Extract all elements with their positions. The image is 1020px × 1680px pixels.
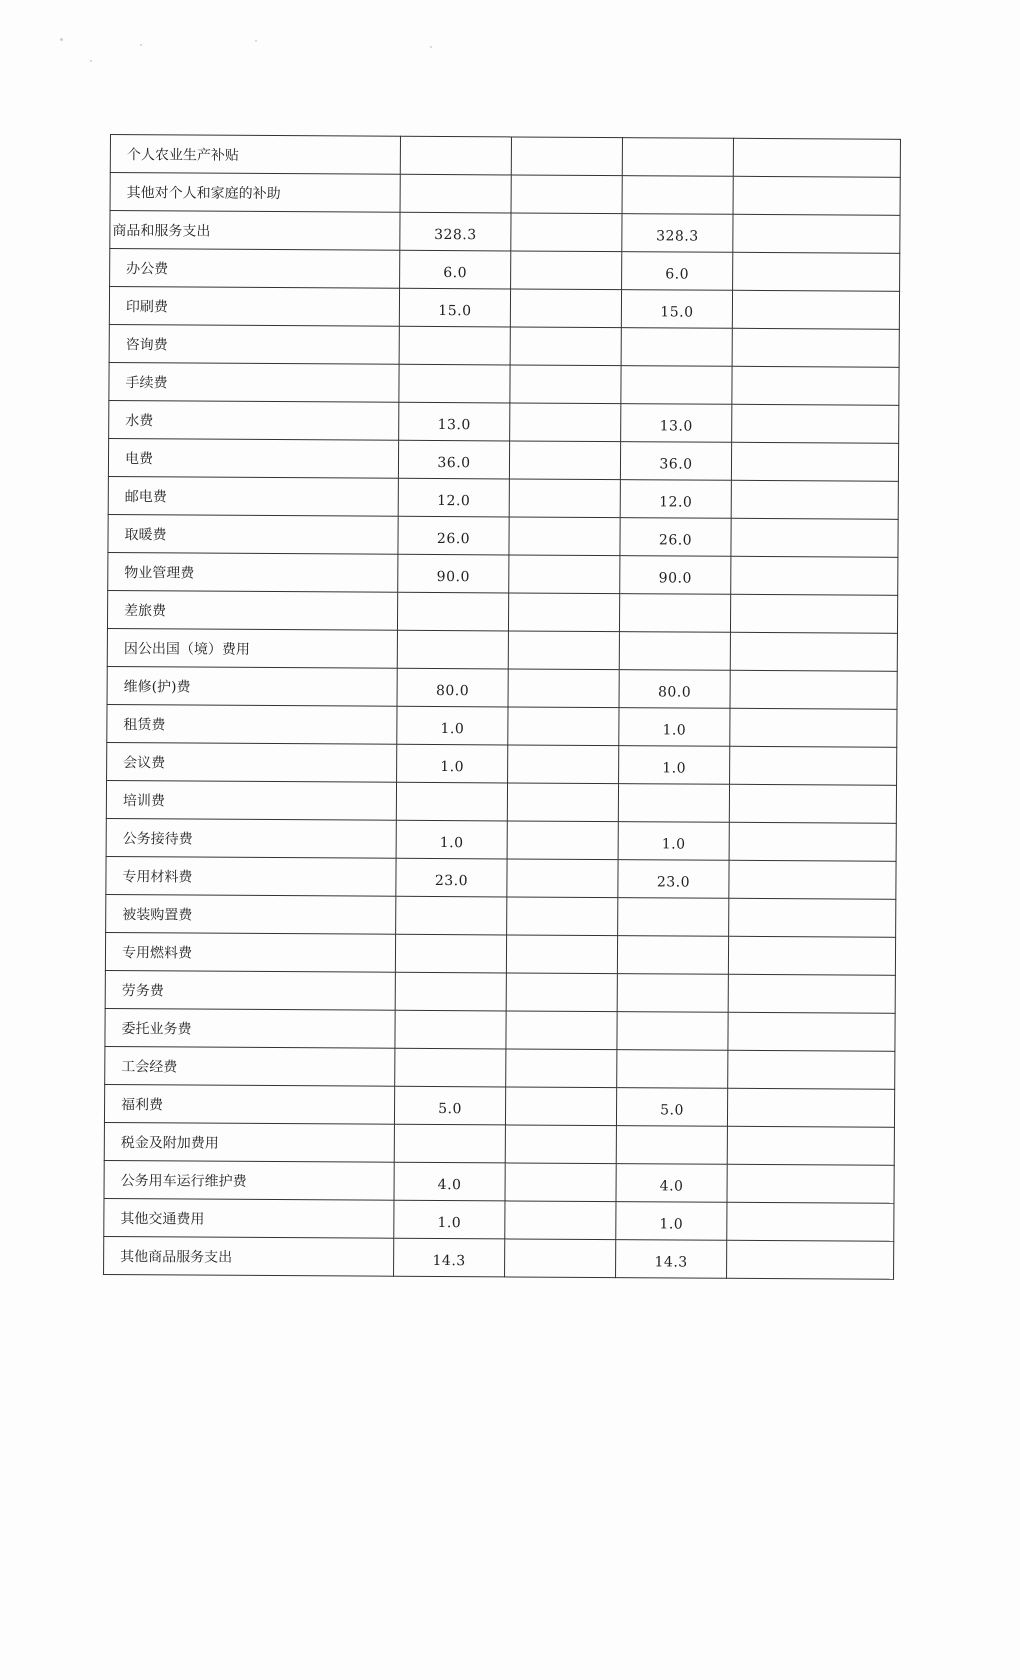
- row-label: 公务用车运行维护费: [104, 1160, 394, 1200]
- value-cell-c4: [733, 252, 900, 291]
- value-text: 15.0: [660, 303, 694, 321]
- value-cell-c3: [622, 138, 733, 177]
- table-row: [108, 476, 898, 519]
- row-label: 办公费: [110, 249, 400, 289]
- value-cell-c2: [505, 1239, 616, 1278]
- value-cell-c4: [730, 746, 897, 785]
- table-body: [104, 135, 901, 1280]
- scan-speck: [60, 38, 63, 41]
- value-cell-c3: [620, 556, 731, 595]
- value-cell-c2: [506, 1049, 617, 1088]
- table-row: [110, 249, 900, 292]
- value-cell-c4: [732, 404, 899, 443]
- value-cell-c3: [616, 1126, 727, 1165]
- row-label: 其他对个人和家庭的补助: [110, 173, 400, 213]
- table-row: [104, 1160, 894, 1203]
- value-cell-c1: [395, 934, 506, 973]
- row-label: 差旅费: [107, 590, 397, 630]
- value-cell-c3: [619, 594, 730, 633]
- value-text: 13.0: [659, 417, 693, 435]
- value-cell-c1: [394, 1086, 505, 1125]
- table-row: [106, 856, 896, 899]
- value-cell-c4: [732, 290, 899, 329]
- value-cell-c4: [731, 518, 898, 557]
- value-cell-c3: [622, 214, 733, 253]
- row-label: 委托业务费: [105, 1008, 395, 1048]
- row-label: 印刷费: [109, 287, 399, 327]
- value-cell-c4: [728, 936, 895, 975]
- value-text: 1.0: [659, 1215, 684, 1233]
- value-text: 4.0: [437, 1176, 462, 1193]
- value-cell-c3: [617, 974, 728, 1013]
- value-text: 328.3: [656, 227, 699, 245]
- value-cell-c3: [620, 518, 731, 557]
- value-cell-c2: [510, 365, 621, 404]
- value-cell-c1: [396, 896, 507, 935]
- table-row: [107, 628, 897, 671]
- value-cell-c3: [621, 290, 732, 329]
- value-cell-c3: [618, 898, 729, 937]
- value-text: 23.0: [434, 872, 469, 889]
- value-cell-c3: [616, 1240, 727, 1279]
- value-cell-c3: [621, 328, 732, 367]
- row-label: 会议费: [107, 742, 397, 782]
- value-text: 23.0: [656, 873, 691, 891]
- value-cell-c3: [617, 1050, 728, 1089]
- value-cell-c4: [733, 214, 900, 253]
- value-text: 90.0: [436, 568, 470, 585]
- value-text: 5.0: [660, 1101, 684, 1119]
- table-row: [109, 287, 899, 330]
- value-cell-c3: [621, 366, 732, 405]
- row-label: 其他商品服务支出: [104, 1236, 394, 1276]
- table-row: [106, 780, 896, 823]
- value-cell-c1: [397, 744, 508, 783]
- value-cell-c2: [510, 403, 621, 442]
- table-row: [107, 590, 897, 633]
- value-text: 1.0: [437, 1214, 462, 1231]
- value-cell-c4: [729, 784, 896, 823]
- row-label: 福利费: [104, 1084, 394, 1124]
- value-cell-c3: [622, 252, 733, 291]
- value-cell-c2: [508, 593, 619, 632]
- value-cell-c3: [619, 632, 730, 671]
- value-text: 6.0: [443, 264, 468, 281]
- value-cell-c3: [616, 1202, 727, 1241]
- row-label: 因公出国（境）费用: [107, 628, 397, 668]
- table-row: [104, 1122, 894, 1165]
- value-cell-c1: [397, 668, 508, 707]
- value-cell-c2: [505, 1201, 616, 1240]
- row-label: 个人农业生产补贴: [110, 135, 400, 175]
- value-cell-c1: [394, 1200, 505, 1239]
- value-cell-c3: [620, 480, 731, 519]
- value-cell-c1: [397, 630, 508, 669]
- value-cell-c2: [508, 745, 619, 784]
- value-cell-c4: [728, 974, 895, 1013]
- value-cell-c1: [397, 592, 508, 631]
- value-cell-c3: [619, 746, 730, 785]
- value-text: 1.0: [662, 759, 687, 777]
- value-text: 12.0: [659, 493, 693, 511]
- value-cell-c2: [506, 973, 617, 1012]
- value-text: 26.0: [436, 530, 471, 547]
- value-cell-c2: [507, 821, 618, 860]
- row-label: 电费: [108, 438, 398, 478]
- table-row: [108, 514, 898, 557]
- value-cell-c2: [505, 1087, 616, 1126]
- value-cell-c3: [621, 404, 732, 443]
- value-cell-c2: [509, 479, 620, 518]
- value-cell-c1: [398, 516, 509, 555]
- value-text: 80.0: [435, 682, 470, 699]
- value-cell-c1: [394, 1162, 505, 1201]
- row-label: 取暖费: [108, 514, 398, 554]
- value-cell-c1: [398, 440, 509, 479]
- value-cell-c4: [729, 822, 896, 861]
- row-label: 手续费: [109, 362, 399, 402]
- row-label: 水费: [109, 400, 399, 440]
- value-text: 15.0: [438, 302, 472, 319]
- table-row: [110, 135, 900, 178]
- value-text: 36.0: [659, 455, 693, 473]
- value-text: 36.0: [437, 454, 471, 471]
- value-text: 12.0: [437, 492, 471, 509]
- row-label: 工会经费: [105, 1046, 395, 1086]
- row-label: 其他交通费用: [104, 1198, 394, 1238]
- table-row: [105, 1008, 895, 1051]
- value-cell-c2: [511, 175, 622, 214]
- value-cell-c2: [506, 935, 617, 974]
- value-cell-c4: [727, 1088, 894, 1127]
- value-cell-c2: [511, 251, 622, 290]
- value-cell-c4: [731, 480, 898, 519]
- value-cell-c1: [400, 212, 511, 251]
- scan-speck: [255, 40, 257, 42]
- value-cell-c1: [396, 820, 507, 859]
- value-cell-c1: [400, 174, 511, 213]
- value-text: 1.0: [440, 758, 465, 775]
- value-cell-c1: [394, 1124, 505, 1163]
- value-cell-c3: [619, 670, 730, 709]
- value-cell-c1: [396, 858, 507, 897]
- value-cell-c4: [731, 442, 898, 481]
- value-cell-c4: [728, 1012, 895, 1051]
- value-cell-c4: [729, 860, 896, 899]
- value-cell-c3: [622, 176, 733, 215]
- value-cell-c2: [509, 555, 620, 594]
- row-label: 专用燃料费: [105, 932, 395, 972]
- value-cell-c1: [397, 706, 508, 745]
- table-row: [106, 818, 896, 861]
- table-row: [109, 400, 899, 443]
- row-label: 劳务费: [105, 970, 395, 1010]
- value-cell-c2: [507, 897, 618, 936]
- value-cell-c3: [617, 1012, 728, 1051]
- scan-speck: [90, 60, 92, 62]
- value-cell-c2: [510, 289, 621, 328]
- value-cell-c3: [618, 784, 729, 823]
- row-label: 商品和服务支出: [110, 211, 400, 251]
- value-text: 1.0: [661, 835, 686, 853]
- value-text: 1.0: [662, 721, 687, 739]
- value-text: 80.0: [657, 683, 692, 701]
- value-text: 6.0: [665, 265, 690, 283]
- row-label: 咨询费: [109, 324, 399, 364]
- value-cell-c1: [399, 364, 510, 403]
- value-cell-c4: [731, 556, 898, 595]
- table-row: [110, 211, 900, 254]
- value-text: 26.0: [658, 531, 693, 549]
- value-cell-c4: [727, 1202, 894, 1241]
- value-cell-c4: [730, 670, 897, 709]
- budget-table-wrapper: [103, 134, 900, 1280]
- budget-expenditure-table: [103, 134, 901, 1280]
- table-row: [106, 894, 896, 937]
- table-row: [107, 666, 897, 709]
- row-label: 邮电费: [108, 476, 398, 516]
- value-cell-c1: [394, 1238, 505, 1277]
- value-cell-c3: [620, 442, 731, 481]
- table-row: [104, 1084, 894, 1127]
- value-cell-c4: [730, 594, 897, 633]
- table-row: [109, 324, 899, 367]
- value-cell-c4: [727, 1240, 894, 1279]
- value-cell-c2: [510, 327, 621, 366]
- value-text: 14.3: [432, 1252, 466, 1269]
- table-row: [105, 970, 895, 1013]
- value-cell-c2: [509, 517, 620, 556]
- value-cell-c2: [511, 213, 622, 252]
- value-cell-c2: [508, 669, 619, 708]
- value-cell-c1: [396, 782, 507, 821]
- value-text: 4.0: [659, 1177, 684, 1195]
- row-label: 培训费: [106, 780, 396, 820]
- value-cell-c4: [730, 708, 897, 747]
- value-cell-c1: [399, 326, 510, 365]
- value-cell-c1: [398, 478, 509, 517]
- value-cell-c2: [508, 631, 619, 670]
- value-cell-c4: [733, 138, 900, 177]
- value-text: 90.0: [658, 569, 692, 587]
- row-label: 租赁费: [107, 704, 397, 744]
- value-cell-c1: [395, 1010, 506, 1049]
- value-cell-c1: [398, 554, 509, 593]
- table-row: [110, 173, 900, 216]
- table-row: [104, 1236, 894, 1279]
- row-label: 物业管理费: [108, 552, 398, 592]
- row-label: 专用材料费: [106, 856, 396, 896]
- value-cell-c3: [617, 936, 728, 975]
- value-cell-c3: [619, 708, 730, 747]
- value-cell-c3: [616, 1088, 727, 1127]
- value-text: 1.0: [439, 834, 464, 851]
- table-row: [108, 438, 898, 481]
- value-cell-c4: [730, 632, 897, 671]
- scan-speck: [430, 46, 432, 48]
- row-label: 公务接待费: [106, 818, 396, 858]
- value-cell-c4: [728, 1050, 895, 1089]
- row-label: 被装购置费: [106, 894, 396, 934]
- value-cell-c4: [727, 1126, 894, 1165]
- value-cell-c1: [395, 1048, 506, 1087]
- table-row: [105, 932, 895, 975]
- value-cell-c4: [729, 898, 896, 937]
- value-cell-c3: [616, 1164, 727, 1203]
- value-cell-c4: [732, 366, 899, 405]
- value-cell-c1: [395, 972, 506, 1011]
- value-cell-c1: [400, 250, 511, 289]
- value-cell-c3: [618, 822, 729, 861]
- value-cell-c2: [505, 1125, 616, 1164]
- value-cell-c2: [507, 859, 618, 898]
- value-cell-c2: [506, 1011, 617, 1050]
- value-cell-c1: [399, 402, 510, 441]
- table-row: [107, 704, 897, 747]
- table-row: [107, 742, 897, 785]
- value-cell-c1: [400, 136, 511, 175]
- row-label: 税金及附加费用: [104, 1122, 394, 1162]
- value-cell-c4: [727, 1164, 894, 1203]
- table-row: [108, 552, 898, 595]
- value-cell-c4: [733, 176, 900, 215]
- value-cell-c2: [508, 707, 619, 746]
- value-text: 5.0: [438, 1100, 462, 1117]
- value-cell-c2: [509, 441, 620, 480]
- table-row: [105, 1046, 895, 1089]
- value-text: 328.3: [434, 226, 477, 243]
- value-cell-c4: [732, 328, 899, 367]
- row-label: 维修(护)费: [107, 666, 397, 706]
- value-cell-c2: [505, 1163, 616, 1202]
- value-text: 14.3: [654, 1253, 688, 1271]
- table-row: [109, 362, 899, 405]
- value-cell-c2: [507, 783, 618, 822]
- table-row: [104, 1198, 894, 1241]
- scan-speck: [140, 44, 142, 46]
- value-cell-c2: [511, 137, 622, 176]
- value-cell-c1: [399, 288, 510, 327]
- value-text: 13.0: [437, 416, 471, 433]
- value-text: 1.0: [440, 720, 465, 737]
- value-cell-c3: [618, 860, 729, 899]
